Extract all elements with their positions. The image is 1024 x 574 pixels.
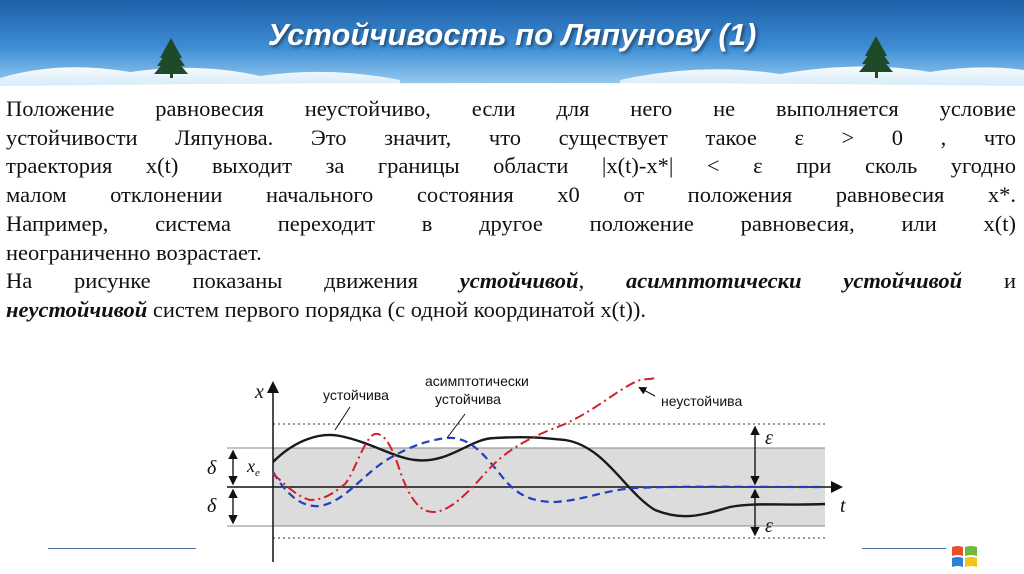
delta-label-upper: δ	[207, 457, 217, 479]
epsilon-label-upper: ε	[765, 427, 773, 449]
footer-line-right	[862, 548, 946, 549]
label-unstable: неустойчива	[661, 393, 743, 409]
text-line	[6, 267, 1016, 296]
term-stable: устойчивой	[459, 268, 579, 294]
footer-line-left	[48, 548, 196, 549]
text-line: траектория x(t) выходит за границы области |x(t)-x*| < ε при сколь угодно	[6, 153, 1016, 179]
term-asymptotic: асимптотически устойчивой	[626, 268, 963, 294]
t-axis-label: t	[840, 495, 846, 517]
text-line: неограниченно возрастает.	[6, 239, 262, 265]
text-segment: ,	[578, 268, 585, 294]
term-unstable: неустойчивой	[6, 296, 148, 322]
trajectory-figure	[185, 372, 865, 572]
header-banner	[0, 0, 1024, 88]
text-line: малом отклонении начального состояния x0 от положения равновесия x*.	[6, 182, 1016, 208]
equilibrium-label	[246, 456, 260, 479]
label-asymptotic-1: асимптотически	[425, 373, 529, 389]
text-line: Положение равновесия неустойчиво, если для него не выполняется условие	[6, 96, 1016, 121]
epsilon-label-lower: ε	[765, 515, 773, 537]
x-axis-label: x	[255, 381, 264, 403]
text-segment: и	[1003, 268, 1017, 294]
label-stable: устойчива	[323, 387, 389, 403]
text-segment: На рисунке показаны движения	[6, 268, 460, 294]
text-line	[6, 124, 1016, 153]
page-title: Устойчивость по Ляпунову (1)	[267, 17, 757, 52]
body-text	[6, 95, 1016, 325]
callout-unstable	[640, 388, 655, 396]
callout-stable	[335, 407, 350, 430]
callout-asymptotic	[447, 414, 465, 438]
text-segment: систем первого порядка (с одной координатой x(t)).	[152, 296, 647, 322]
windows-logo-icon	[950, 544, 980, 570]
text-line	[6, 296, 1016, 325]
text-line-segment: устойчивости Ляпунова. Это значит, что существует такое ε > 0 , что	[6, 124, 1016, 150]
equilibrium-label-main: x	[247, 456, 255, 476]
equilibrium-label-sub: e	[255, 467, 260, 479]
delta-label-lower: δ	[207, 495, 217, 517]
label-asymptotic-2: устойчива	[435, 391, 501, 407]
text-line: Например, система переходит в другое положение равновесия, или x(t)	[6, 210, 1016, 236]
